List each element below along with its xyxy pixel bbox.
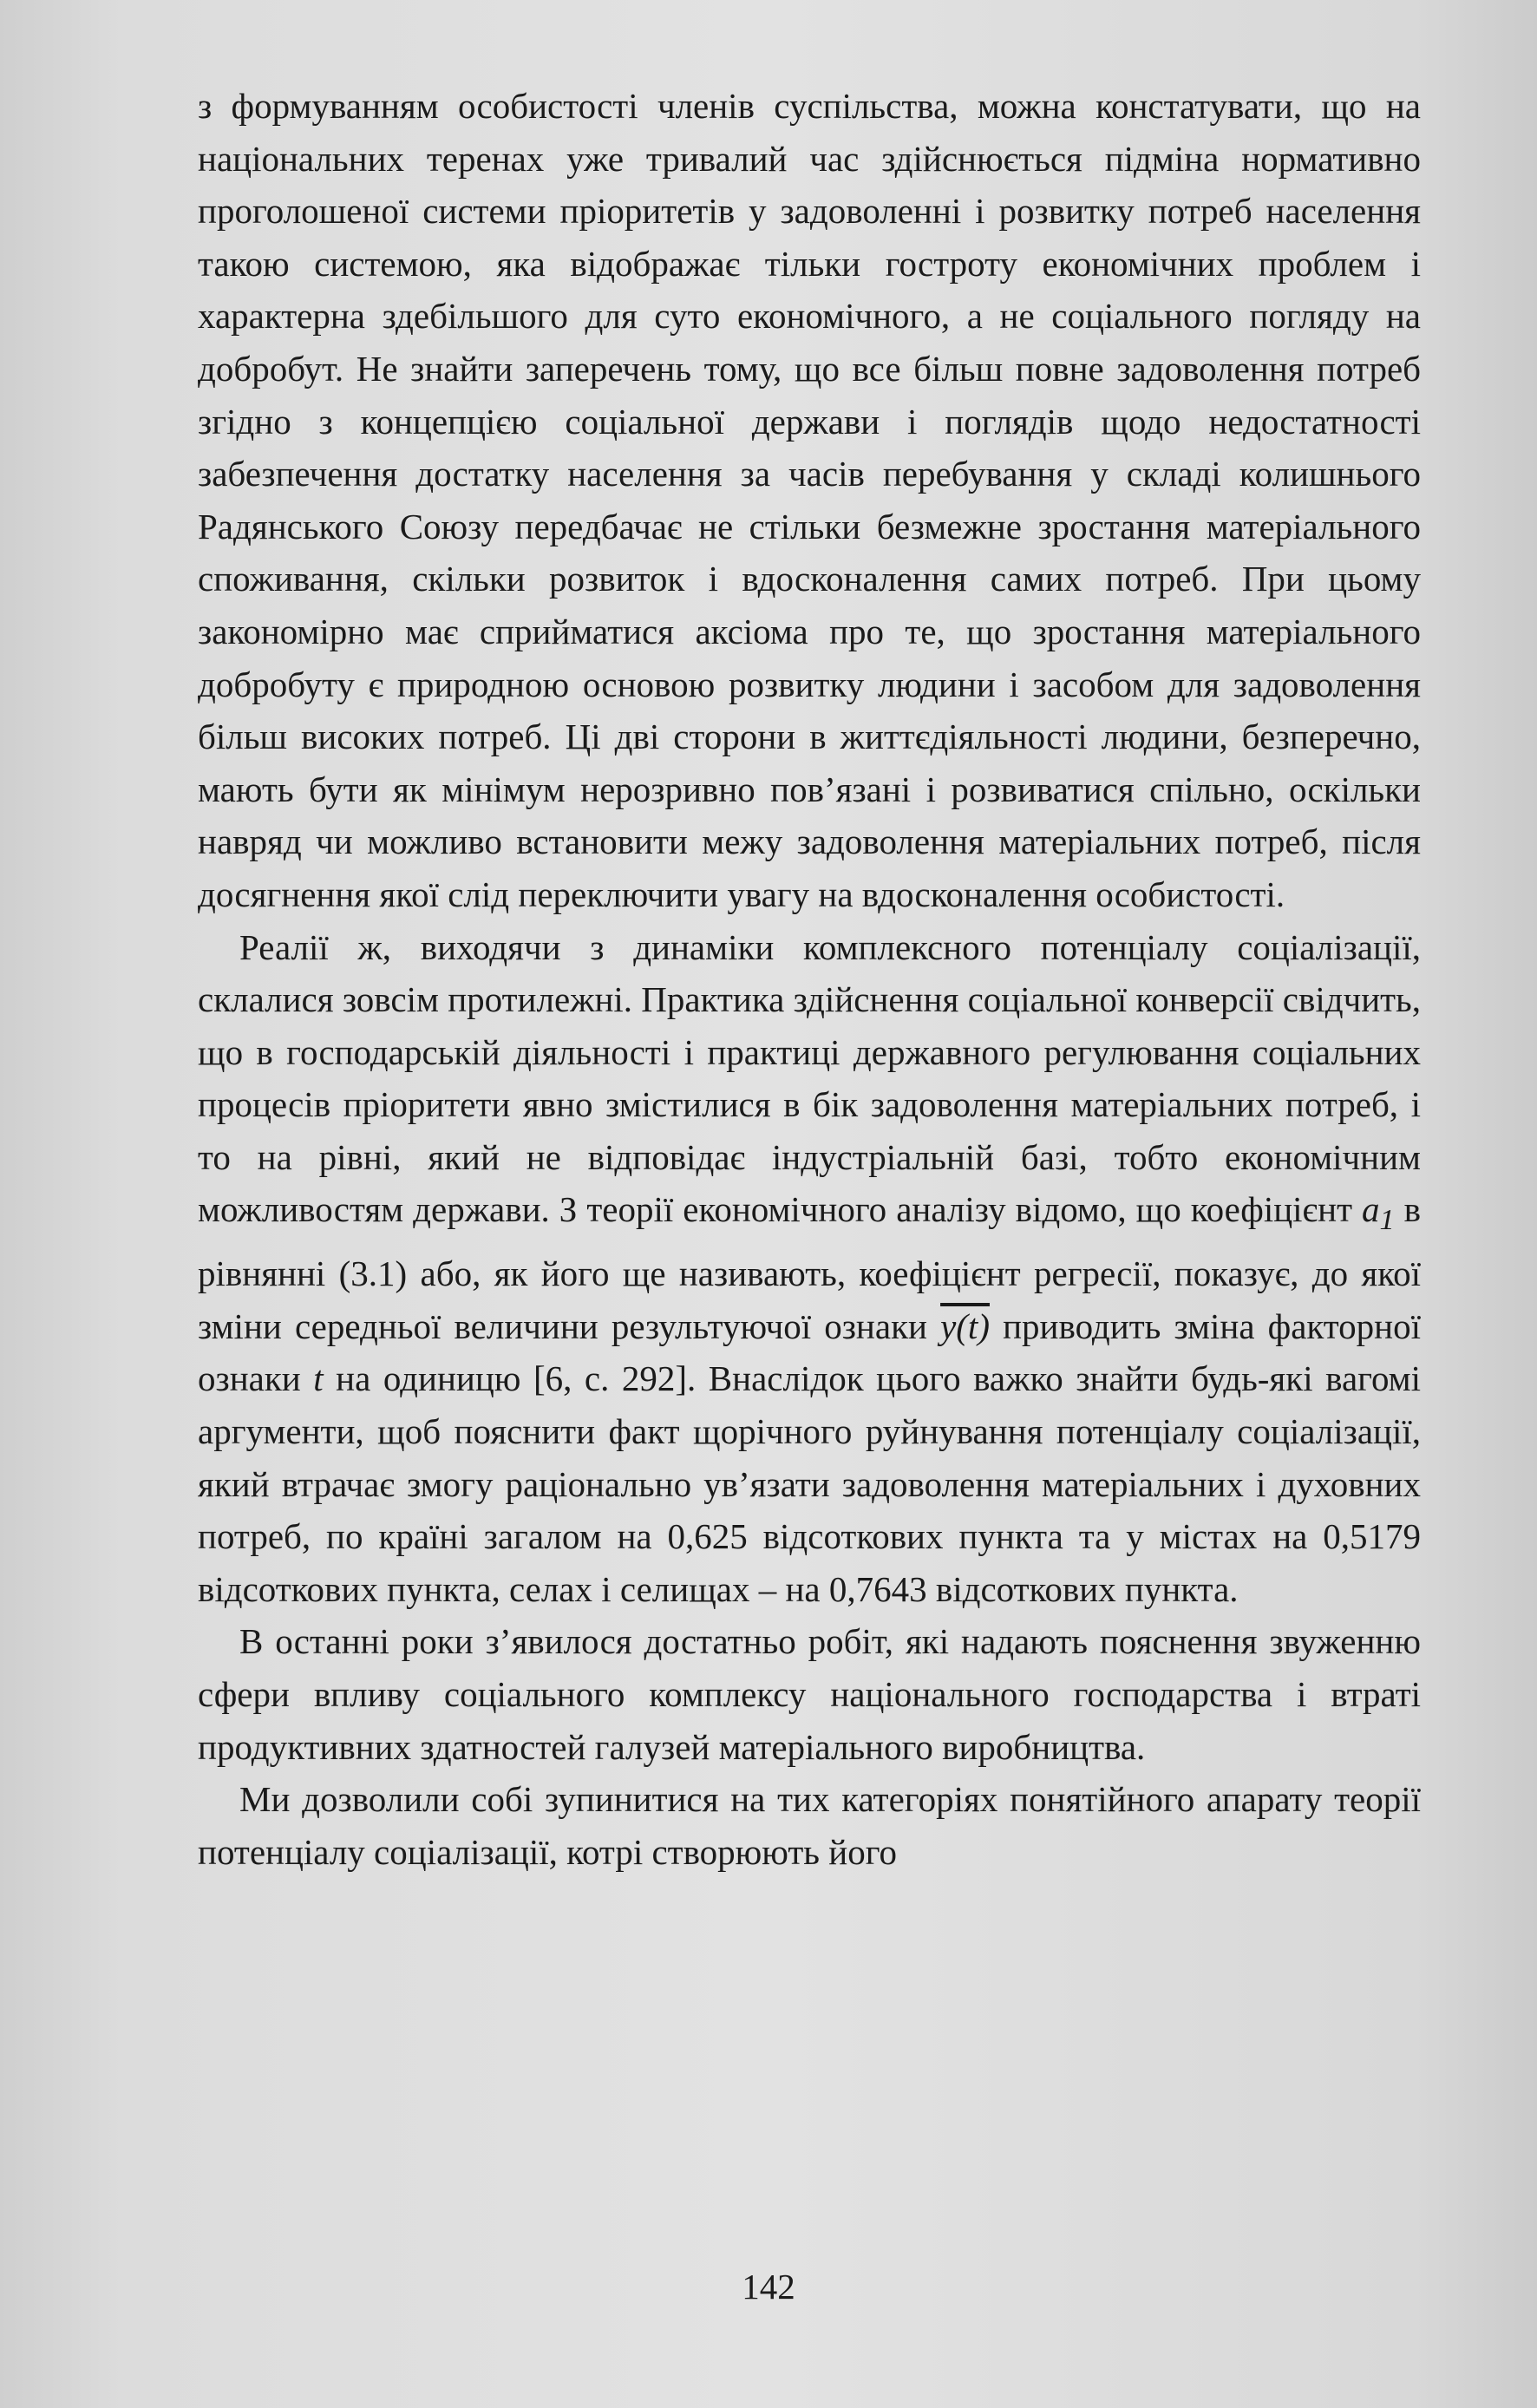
paragraph-1-text: з формуванням особистості членів суспільства, можна констатувати, що на національних теренах уже тривалий час здійснюється підміна нормативно проголошеної системи пріоритетів у задоволенні і розвитку потреб населення такою системою, яка відображає тільки гостроту економічних проблем і характерна здебільшого для суто економічного, а не соціального погляду на добробут. Не знайти заперечень тому, що все більш повне задоволення потреб згідно з концепцією соціальної держави і поглядів щодо недостатності забезпечення достатку населення за часів перебування у складі колишнього Радянського Союзу передбачає не стільки безмежне зростання матеріального споживання, скільки розвиток і вдосконалення самих потреб. При цьому закономірно має сприйматися аксіома про те, що зростання матеріального добробуту є природною основою розвитку людини і засобом для задоволення більш високих потреб. Ці дві сторони в життєдіяльності людини, безперечно, мають бути як мінімум нерозривно пов’язані і розвиватися спільно, оскільки навряд чи можливо встановити межу задоволення матеріальних потреб, після досягнення якої слід переключити увагу на вдосконалення особистості. bbox=[198, 86, 1421, 914]
body-text bbox=[198, 80, 1421, 1878]
coefficient-symbol bbox=[1362, 1189, 1395, 1237]
coefficient-letter: a bbox=[1362, 1189, 1380, 1230]
paragraph-4-text: Ми дозволили собі зупинитися на тих категоріях понятійного апарату теорії потенціалу соціалізації, котрі створюють його bbox=[198, 1779, 1421, 1872]
paragraph-2-text-part1: Реалії ж, виходячи з динаміки комплексного потенціалу соціалізації, склалися зовсім протилежні. Практика здійснення соціальної конверсії свідчить, що в господарській діяльності і практиці державного регулювання соціальних процесів пріоритети явно змістилися в бік задоволення матеріальних потреб, і то на рівні, який не відповідає індустріальній базі, тобто економічним можливостям держави. З теорії економічного аналізу відомо, що коефіцієнт bbox=[198, 926, 1421, 1230]
y-of-t-symbol: y(t) bbox=[940, 1305, 990, 1346]
page-number: 142 bbox=[742, 2267, 795, 2307]
coefficient-subscript: 1 bbox=[1379, 1204, 1395, 1237]
paragraph-3-text: В останні роки з’явилося достатньо робіт, які надають пояснення звуженню сфери впливу соціального комплексу національного господарства і втраті продуктивних здатностей галузей матеріального виробництва. bbox=[198, 1621, 1421, 1767]
t-symbol: t bbox=[313, 1358, 324, 1399]
paragraph-2-text-part4: на одиницю [6, с. 292]. Внаслідок цього важко знайти будь-які вагомі аргументи, щоб пояснити факт щорічного руйнування потенціалу соціалізації, який втрачає змогу раціонально ув’язати задоволення матеріальних і духовних потреб, по країні загалом на 0,625 відсоткових пункта та у містах на 0,5179 відсоткових пункта, селах і селищах – на 0,7643 відсоткових пункта. bbox=[198, 1358, 1421, 1609]
paragraph-2-text-part3: приводить зміна факторної ознаки bbox=[198, 1305, 1422, 1399]
paragraph-1 bbox=[198, 80, 1421, 921]
paragraph-2-text-part2: в рівнянні (3.1) або, як його ще називають, коефіцієнт регресії, показує, до якої зміни середньої величини результуючої ознаки bbox=[198, 1189, 1422, 1346]
paragraph-4 bbox=[198, 1773, 1421, 1878]
paragraph-3 bbox=[198, 1615, 1421, 1773]
paragraph-2 bbox=[198, 921, 1421, 1616]
